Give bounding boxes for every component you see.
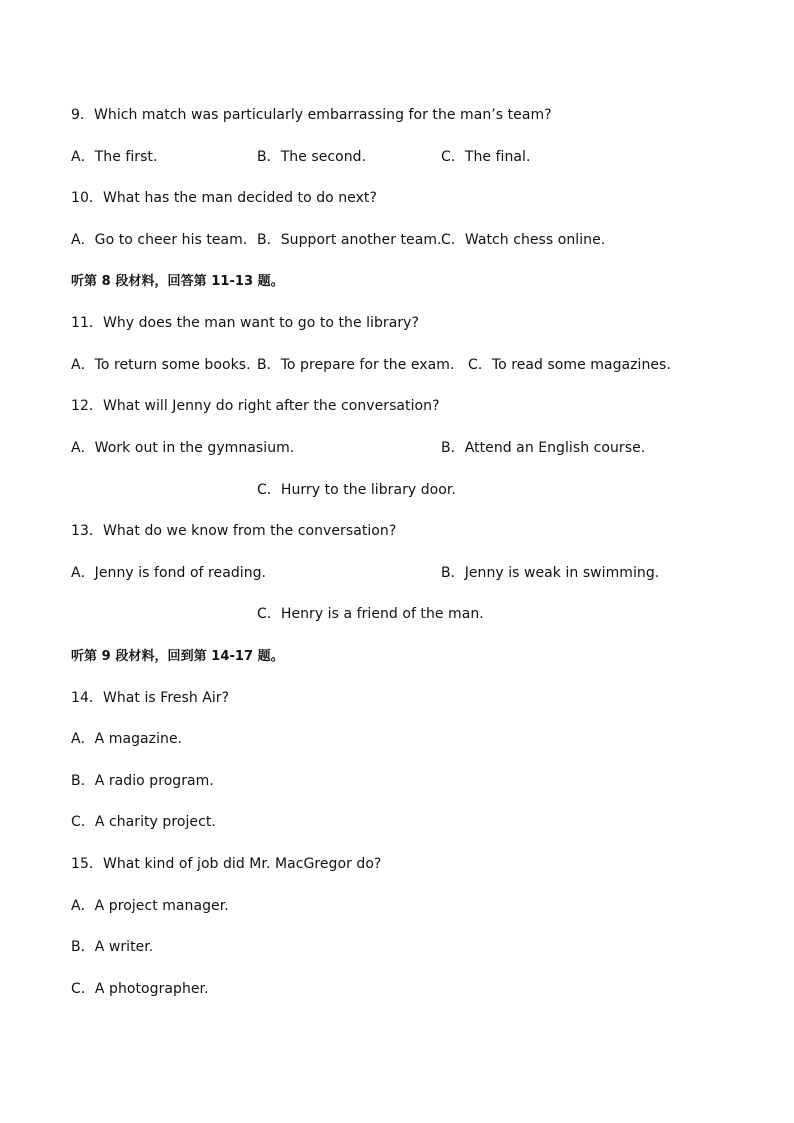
q13-option-a: A．Jenny is fond of reading. [71,565,267,581]
question-9: 9．Which match was particularly embarrassing for the man’s team? [71,107,552,123]
q13-option-b: B．Jenny is weak in swimming. [441,565,660,581]
q15-option-b: B．A writer. [71,939,154,955]
section-9-heading: 听第 9 段材料，回到第 14-17 题。 [71,649,284,664]
section-8-heading: 听第 8 段材料，回答第 11-13 题。 [71,274,284,289]
q15-option-a: A．A project manager. [71,898,229,914]
q11-option-c: C．To read some magazines. [468,357,671,373]
q11-option-a: A．To return some books. [71,357,251,373]
question-10: 10．What has the man decided to do next? [71,190,377,206]
question-15: 15．What kind of job did Mr. MacGregor do? [71,856,382,872]
q15-option-c: C．A photographer. [71,981,209,997]
q14-option-b: B．A radio program. [71,773,214,789]
q12-option-a: A．Work out in the gymnasium. [71,440,295,456]
q10-option-a: A．Go to cheer his team. [71,232,248,248]
q9-option-b: B．The second. [257,149,367,165]
q11-option-b: B．To prepare for the exam. [257,357,455,373]
q9-option-a: A．The first. [71,149,158,165]
q10-option-b: B．Support another team. [257,232,442,248]
q14-option-c: C．A charity project. [71,814,216,830]
q14-option-a: A．A magazine. [71,731,183,747]
q10-option-c: C．Watch chess online. [441,232,606,248]
question-14: 14．What is Fresh Air? [71,690,230,706]
q13-option-c: C．Henry is a friend of the man. [257,606,484,622]
q12-option-b: B．Attend an English course. [441,440,646,456]
question-11: 11．Why does the man want to go to the library? [71,315,419,331]
question-13: 13．What do we know from the conversation? [71,523,397,539]
q9-option-c: C．The final. [441,149,531,165]
question-12: 12．What will Jenny do right after the conversation? [71,398,440,414]
q12-option-c: C．Hurry to the library door. [257,482,456,498]
